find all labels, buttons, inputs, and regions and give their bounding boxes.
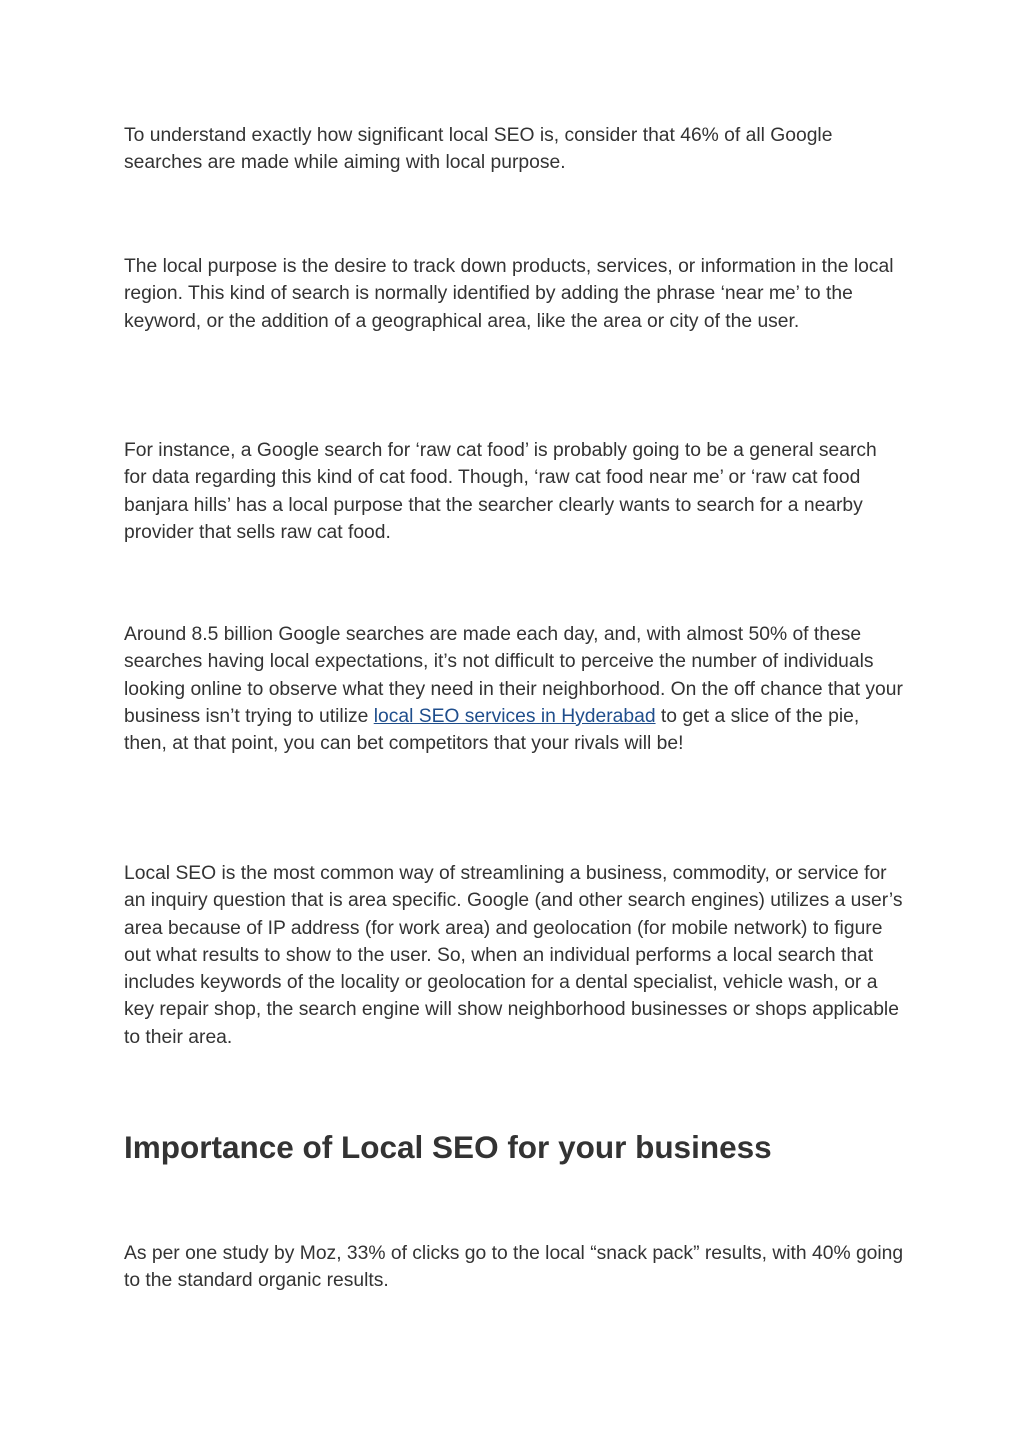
paragraph-local-seo-definition: Local SEO is the most common way of streamlining a business, commodity, or service for an inquiry question that is area specific. Google (and other search engines) utilizes a user’s area because of IP address (for work area) and geolocation (for mobile network) to figure out what results to show to the user. So, when an individual performs a local search that includes keywords of the locality or geolocation for a dental specialist, vehicle wash, or a key repair shop, the search engine will show neighborhood businesses or shops applicable to their area. (124, 863, 903, 1048)
paragraph-moz-study: As per one study by Moz, 33% of clicks go to the local “snack pack” results, with 40% going to the standard organic results. (124, 1243, 904, 1292)
paragraph-local-seo-significance: To understand exactly how significant local SEO is, consider that 46% of all Google searches are made while aiming with local purpose. (124, 125, 833, 174)
section-heading: Importance of Local SEO for your business (124, 1129, 772, 1165)
paragraph-search-volume-text-end: to get a slice of the pie, then, at that point, you can bet competitors that your rivals will be! (124, 705, 860, 755)
paragraph-search-volume (124, 621, 904, 757)
paragraph-local-purpose: The local purpose is the desire to track down products, services, or information in the local region. This kind of search is normally identified by adding the phrase ‘near me’ to the keyword, or the addition of a geographical area, like the area or city of the user. (124, 256, 894, 332)
local-seo-hyderabad-link[interactable]: local SEO services in Hyderabad (373, 705, 656, 727)
paragraph-search-volume-text-start: Around 8.5 billion Google searches are made each day, and, with almost 50% of these searches having local expectations, it’s not difficult to perceive the number of individuals looking online to observe what they need in their neighborhood. On the off chance that your business isn’t trying to utilize (124, 624, 903, 727)
paragraph-raw-cat-food-example: For instance, a Google search for ‘raw cat food’ is probably going to be a general search for data regarding this kind of cat food. Though, ‘raw cat food near me’ or ‘raw cat food banjara hills’ has a local purpose that the searcher clearly wants to search for a nearby provider that sells raw cat food. (124, 440, 877, 543)
